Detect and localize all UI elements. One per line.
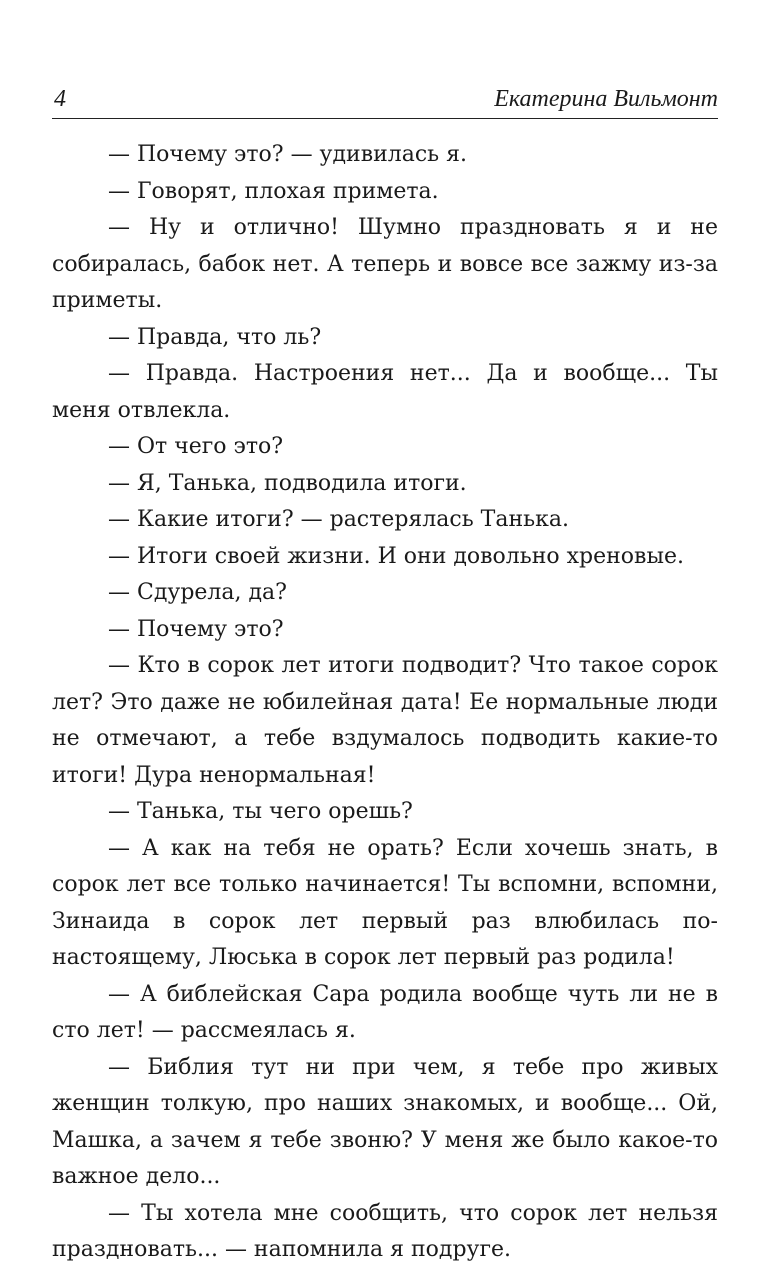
paragraph: — Правда, что ль? xyxy=(108,324,322,350)
paragraph: — Ну и отлично! Шумно праздновать я и не собиралась, бабок нет. А теперь и вовсе все зажму из-за приметы. xyxy=(52,215,718,313)
paragraph: — Почему это? xyxy=(108,616,284,642)
paragraph: — Танька, ты чего орешь? xyxy=(108,799,413,824)
running-head-author: Екатерина Вильмонт xyxy=(494,86,718,112)
paragraph: — А библейская Сара родила вообще чуть ли не в сто лет! — рассмеялась я. xyxy=(52,981,718,1043)
paragraph: — Кто в сорок лет итоги подводит? Что такое сорок лет? Это даже не юбилейная дата! Ее нормальные люди не отмечают, а тебе вздумалось подводить какие-то итоги! Дура ненормальная! xyxy=(52,653,718,788)
paragraph: — А как на тебя не орать? Если хочешь знать, в сорок лет все только начинается! Ты вспомни, вспомни, Зинаида в сорок лет первый раз влюбилась по-настоящему, Люська в сорок лет первый раз родила! xyxy=(52,835,718,970)
paragraph: — Правда. Настроения нет... Да и вообще... Ты меня отвлекла. xyxy=(52,361,718,423)
paragraph: — Говорят, плохая примета. xyxy=(108,178,439,204)
page-number: 4 xyxy=(54,86,66,112)
paragraph: — Какие итоги? — растерялась Танька. xyxy=(108,507,569,532)
paragraph: — Я, Танька, подводила итоги. xyxy=(108,470,467,496)
paragraph: — Сдурела, да? xyxy=(108,580,287,605)
body-text xyxy=(52,137,718,1269)
paragraph: — Итоги своей жизни. И они довольно хреновые. xyxy=(108,543,684,569)
paragraph: — Почему это? — удивилась я. xyxy=(108,142,468,167)
page-header xyxy=(52,84,718,119)
paragraph: — От чего это? xyxy=(108,434,284,459)
paragraph: — Ты хотела мне сообщить, что сорок лет нельзя праздновать... — напомнила я подруге. xyxy=(52,1200,718,1262)
paragraph: — Библия тут ни при чем, я тебе про живых женщин толкую, про наших знакомых, и вообще... Ой, Машка, а зачем я тебе звоню? У меня же было какое-то важное дело... xyxy=(52,1054,718,1189)
